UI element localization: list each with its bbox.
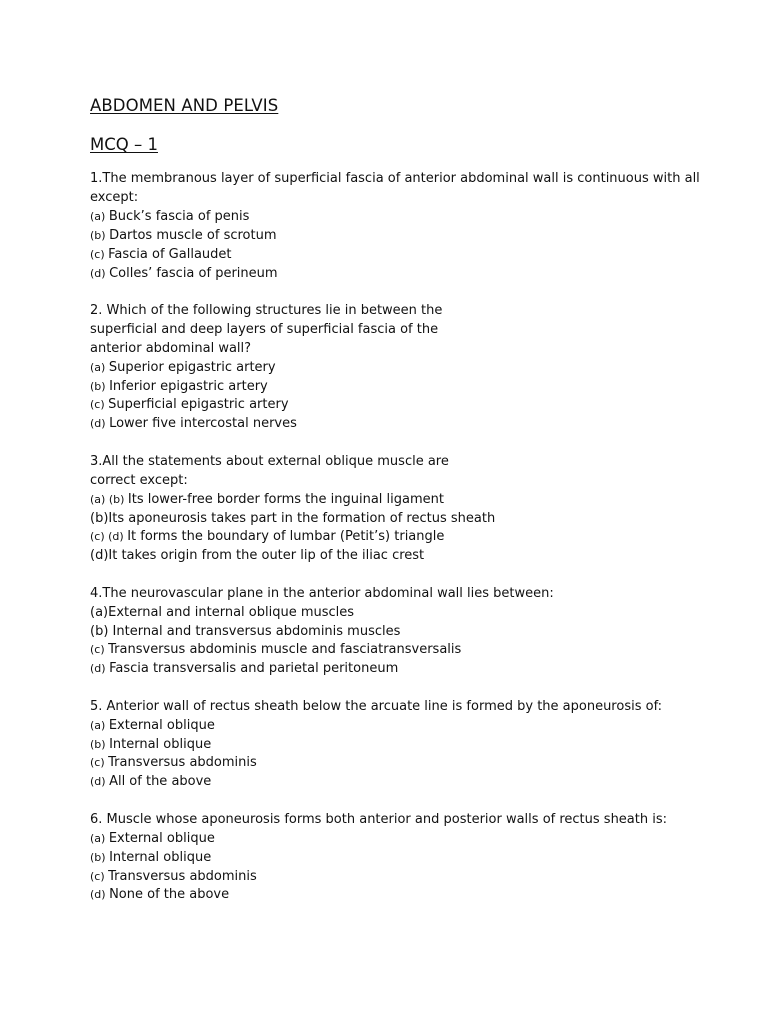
option-text: Transversus abdominis muscle and fasciatransversalis bbox=[108, 642, 462, 658]
answer-option bbox=[90, 754, 730, 773]
question-text-line: 5. Anterior wall of rectus sheath below the arcuate line is formed by the aponeurosis of: bbox=[90, 698, 663, 714]
question-list bbox=[90, 170, 730, 905]
answer-option bbox=[90, 830, 730, 849]
answer-option bbox=[90, 415, 730, 434]
option-letter: (b) bbox=[90, 228, 110, 242]
option-text: (b)Its aponeurosis takes part in the formation of rectus sheath bbox=[90, 510, 496, 526]
answer-option bbox=[90, 886, 730, 905]
answer-option bbox=[90, 623, 730, 642]
question-1 bbox=[90, 170, 730, 283]
option-letter: (c) bbox=[90, 756, 109, 770]
question-text-line: correct except: bbox=[90, 472, 188, 488]
answer-option bbox=[90, 510, 730, 529]
option-text: All of the above bbox=[109, 774, 212, 790]
option-text: (a)External and internal oblique muscles bbox=[90, 604, 355, 620]
option-letter: (b) bbox=[90, 737, 110, 751]
option-letter: (d) bbox=[90, 266, 110, 280]
question-text-line: 1.The membranous layer of superficial fascia of anterior abdominal wall is continuous with all bbox=[90, 171, 700, 186]
answer-option bbox=[90, 528, 730, 547]
answer-option bbox=[90, 773, 730, 792]
option-text: Internal oblique bbox=[109, 849, 212, 865]
option-text: (b) Internal and transversus abdominis muscles bbox=[90, 623, 401, 639]
option-text: External oblique bbox=[108, 830, 215, 846]
option-text: Buck’s fascia of penis bbox=[108, 208, 250, 224]
question-text-line: superficial and deep layers of superficial fascia of the bbox=[90, 321, 439, 337]
answer-option bbox=[90, 378, 730, 397]
question-text-line: 6. Muscle whose aponeurosis forms both anterior and posterior walls of rectus sheath is: bbox=[90, 811, 668, 827]
question-5 bbox=[90, 698, 730, 793]
answer-option bbox=[90, 736, 730, 755]
document-page bbox=[90, 95, 730, 924]
option-text: None of the above bbox=[109, 887, 230, 903]
option-text: Fascia of Gallaudet bbox=[108, 246, 232, 262]
answer-option bbox=[90, 868, 730, 887]
answer-option bbox=[90, 849, 730, 868]
answer-option bbox=[90, 660, 730, 679]
option-letter: (c) bbox=[90, 869, 109, 883]
answer-option bbox=[90, 208, 730, 227]
option-letter: (d) bbox=[90, 888, 110, 902]
answer-option bbox=[90, 604, 730, 623]
option-text: Lower five intercostal nerves bbox=[109, 416, 297, 432]
option-letter: (c) bbox=[90, 643, 109, 657]
option-text: Superior epigastric artery bbox=[108, 359, 276, 375]
question-3 bbox=[90, 453, 730, 566]
question-4 bbox=[90, 585, 730, 680]
option-letter: (a) bbox=[90, 360, 109, 374]
option-text: Inferior epigastric artery bbox=[109, 378, 268, 394]
option-letter: (a) bbox=[90, 718, 109, 732]
answer-option bbox=[90, 396, 730, 415]
option-text: It forms the boundary of lumbar (Petit’s) triangle bbox=[127, 529, 445, 545]
answer-option bbox=[90, 547, 730, 566]
question-text-line: except: bbox=[90, 189, 139, 205]
answer-option bbox=[90, 246, 730, 265]
option-text: Dartos muscle of scrotum bbox=[109, 227, 277, 243]
option-text: Fascia transversalis and parietal peritoneum bbox=[109, 661, 399, 677]
answer-option bbox=[90, 491, 730, 510]
option-text: Its lower-free border forms the inguinal ligament bbox=[127, 491, 444, 507]
option-text: Transversus abdominis bbox=[108, 755, 257, 771]
question-6 bbox=[90, 811, 730, 906]
option-text: External oblique bbox=[108, 717, 215, 733]
answer-option bbox=[90, 227, 730, 246]
option-letter: (c) (d) bbox=[90, 530, 128, 544]
question-text-line: anterior abdominal wall? bbox=[90, 340, 252, 356]
option-text: Superficial epigastric artery bbox=[108, 397, 289, 413]
document-subtitle: MCQ – 1 bbox=[90, 135, 158, 154]
option-letter: (d) bbox=[90, 417, 110, 431]
option-letter: (d) bbox=[90, 662, 110, 676]
option-letter: (b) bbox=[90, 850, 110, 864]
option-text: Internal oblique bbox=[109, 736, 212, 752]
question-text-line: 3.All the statements about external oblique muscle are bbox=[90, 453, 449, 469]
question-2 bbox=[90, 302, 730, 434]
option-letter: (a) (b) bbox=[90, 492, 128, 506]
option-text: Transversus abdominis bbox=[108, 868, 257, 884]
option-text: (d)It takes origin from the outer lip of the iliac crest bbox=[90, 548, 425, 564]
answer-option bbox=[90, 641, 730, 660]
option-letter: (a) bbox=[90, 831, 109, 845]
document-title: ABDOMEN AND PELVIS bbox=[90, 96, 279, 115]
option-letter: (c) bbox=[90, 398, 109, 412]
question-text-line: 4.The neurovascular plane in the anterior abdominal wall lies between: bbox=[90, 585, 554, 601]
option-letter: (d) bbox=[90, 775, 110, 789]
question-text-line: 2. Which of the following structures lie in between the bbox=[90, 302, 443, 318]
answer-option bbox=[90, 717, 730, 736]
option-letter: (c) bbox=[90, 247, 109, 261]
answer-option bbox=[90, 265, 730, 284]
option-letter: (b) bbox=[90, 379, 110, 393]
option-text: Colles’ fascia of perineum bbox=[109, 265, 278, 281]
answer-option bbox=[90, 359, 730, 378]
option-letter: (a) bbox=[90, 209, 109, 223]
